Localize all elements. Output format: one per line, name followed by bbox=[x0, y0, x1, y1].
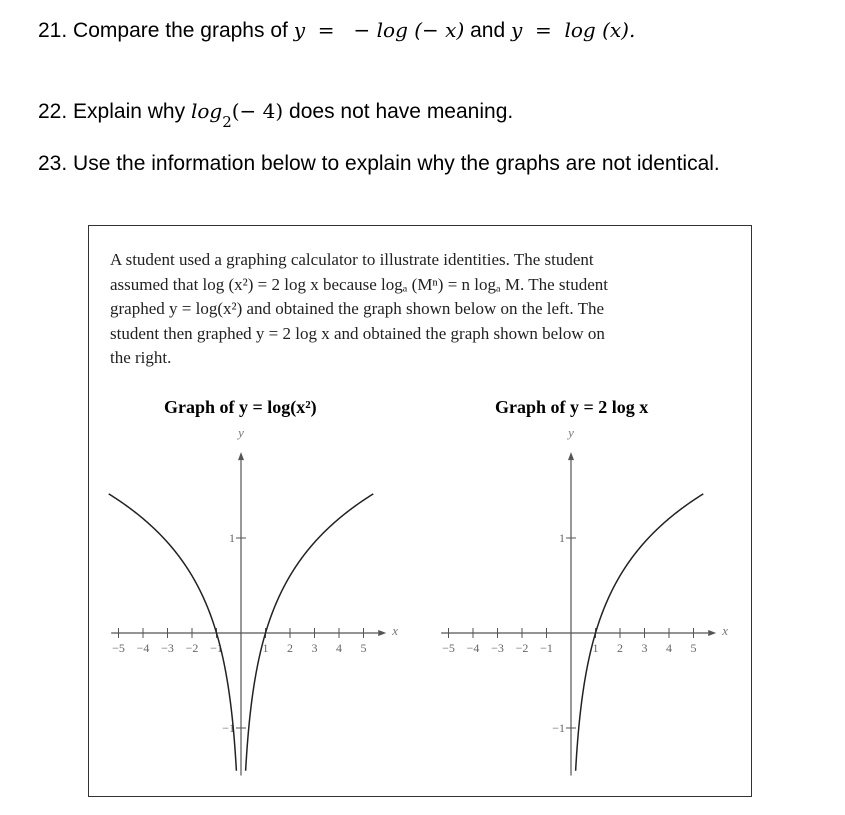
log-base: 2 bbox=[222, 113, 232, 131]
curve-right-branch bbox=[576, 494, 704, 771]
log-symbol: log bbox=[190, 99, 223, 123]
question-number: 23. bbox=[38, 152, 68, 175]
question-number: 21. bbox=[38, 19, 68, 42]
curve-right-branch bbox=[246, 494, 374, 771]
x-tick-label: −4 bbox=[136, 641, 150, 655]
paragraph-line: assumed that log (x²) = 2 log x because logₐ (Mⁿ) = n logₐ M. The student bbox=[110, 274, 609, 294]
question-number: 22. bbox=[38, 100, 68, 123]
y-axis-label: y bbox=[238, 425, 244, 440]
y-axis-arrow bbox=[568, 452, 574, 460]
y-tick-label: 1 bbox=[229, 531, 235, 545]
figure-box bbox=[88, 225, 752, 797]
paragraph-line: the right. bbox=[110, 348, 172, 367]
x-tick-label: 4 bbox=[336, 641, 342, 655]
x-axis-label: x bbox=[392, 623, 398, 638]
x-tick-label: 2 bbox=[287, 641, 293, 655]
x-tick-label: −5 bbox=[112, 641, 125, 655]
x-tick-label: −2 bbox=[185, 641, 199, 655]
question-suffix: does not have meaning. bbox=[289, 100, 514, 123]
y-tick-label: 1 bbox=[559, 531, 565, 545]
left-graph bbox=[104, 421, 398, 791]
curve-left-branch bbox=[109, 494, 237, 771]
paragraph-line: graphed y = log(x²) and obtained the graph shown below on the left. The bbox=[110, 299, 605, 318]
x-axis-label: x bbox=[722, 623, 728, 638]
x-tick-label: −1 bbox=[540, 641, 553, 655]
y-axis-arrow bbox=[238, 452, 244, 460]
x-tick-label: −1 bbox=[210, 641, 223, 655]
right-graph-plot bbox=[441, 425, 728, 776]
x-axis-arrow bbox=[708, 630, 716, 636]
x-tick-label: 3 bbox=[641, 641, 648, 655]
x-tick-label: −2 bbox=[515, 641, 529, 655]
left-graph-title: Graph of y = log(x²) bbox=[164, 397, 317, 417]
right-graph bbox=[434, 421, 728, 791]
question-text: Explain why bbox=[73, 100, 186, 123]
x-tick-label: −5 bbox=[442, 641, 455, 655]
y-axis-label: y bbox=[568, 425, 574, 440]
x-axis-arrow bbox=[378, 630, 386, 636]
x-tick-label: −3 bbox=[491, 641, 504, 655]
left-graph-plot bbox=[109, 425, 399, 776]
x-tick-label: 2 bbox=[617, 641, 623, 655]
math-expression: y = − log (− x) bbox=[293, 18, 465, 42]
y-tick-label: −1 bbox=[222, 721, 235, 735]
question-23 bbox=[38, 152, 720, 176]
figure-paragraph bbox=[110, 248, 730, 371]
paragraph-line: A student used a graphing calculator to illustrate identities. The student bbox=[110, 250, 594, 269]
question-text: Compare the graphs of bbox=[73, 19, 288, 42]
question-22 bbox=[38, 99, 514, 131]
y-tick-label: −1 bbox=[552, 721, 565, 735]
paragraph-line: student then graphed y = 2 log x and obtained the graph shown below on bbox=[110, 323, 605, 343]
x-tick-label: −3 bbox=[161, 641, 174, 655]
x-tick-label: 4 bbox=[666, 641, 672, 655]
log-argument: (− 4) bbox=[231, 99, 284, 123]
x-tick-label: −4 bbox=[466, 641, 480, 655]
conjunction: and bbox=[470, 19, 506, 42]
x-tick-label: 5 bbox=[690, 641, 697, 655]
question-21 bbox=[38, 18, 635, 43]
question-text: Use the information below to explain why the graphs are not identical. bbox=[73, 152, 720, 175]
x-tick-label: 1 bbox=[262, 641, 269, 655]
x-tick-label: 1 bbox=[592, 641, 599, 655]
math-expression: y = log (x). bbox=[510, 18, 636, 42]
x-tick-label: 5 bbox=[360, 641, 367, 655]
right-graph-title: Graph of y = 2 log x bbox=[495, 397, 649, 417]
x-tick-label: 3 bbox=[311, 641, 318, 655]
